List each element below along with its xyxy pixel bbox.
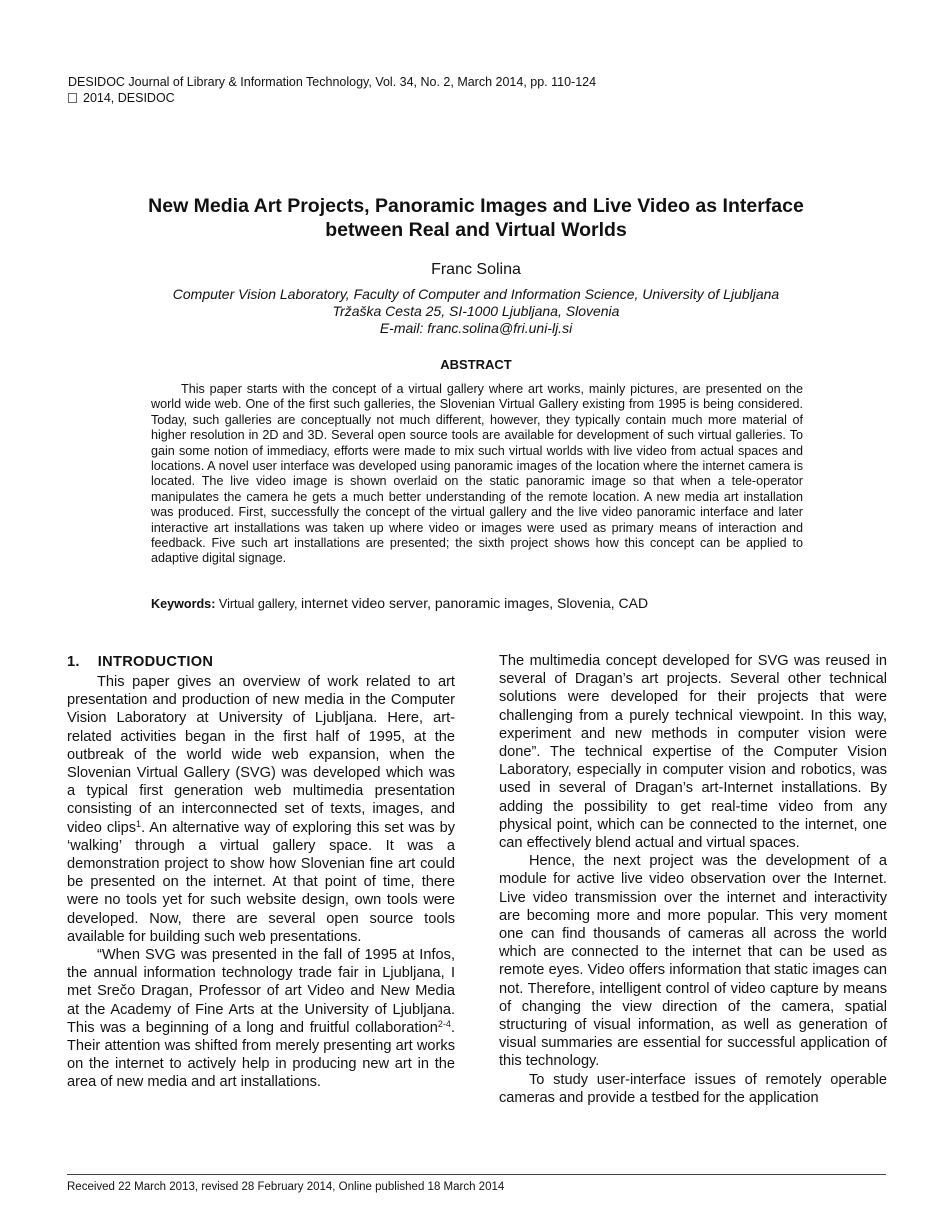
keywords bbox=[151, 595, 831, 612]
copyright-line bbox=[68, 90, 175, 106]
author-affiliation bbox=[60, 286, 892, 337]
section-heading bbox=[67, 652, 455, 672]
paragraph: To study user-interface issues of remotely operable cameras and provide a testbed for the application bbox=[499, 1071, 887, 1106]
paragraph: This paper gives an overview of work related to art presentation and production of new media in the Computer Vision Laboratory at University of Ljubljana. Here, art-related activities began in the first half of 1995, at the outbreak of the world wide web expansion, when the Slovenian Virtual Gallery (SVG) was developed which was a typical first generation web multimedia presentation consisting of an interconnected set of texts, images, and video clips$^1$. An alternative way of exploring this set was by ‘walking’ through a virtual gallery space. It was a demonstration project to show how Slovenian fine art could be presented on the internet. At that point of time, there were no tools yet for such website design, own tools were developed. Now, there are several open source tools available for building such web presentations. bbox=[67, 674, 455, 945]
citation-ref: 1 bbox=[136, 818, 142, 829]
footer-divider bbox=[67, 1174, 886, 1175]
abstract-text: This paper starts with the concept of a virtual gallery where art works, mainly pictures, are presented on the world wide web. One of the first such galleries, the Slovenian Virtual Gallery existing from 1995 is being considered. Today, such galleries are conceptually not much different, however, they typically contain much more material of higher resolution in 2D and 3D. Several open source tools are available for development of such virtual galleries. To gain some notion of immediacy, efforts were made to mix such virtual worlds with live video from actual spaces and locations. A novel user interface was developed using panoramic images of the location where the internet camera is located. The live video image is shown overlaid on the static panoramic image so that when a tele-operator manipulates the camera he gets a much better understanding of the remote location. A new media art installation was produced. First, successfully the concept of the virtual gallery and the live video panoramic interface and later interactive art installations was taken up where video or images were used as primary means of interaction and feedback. Five such art installations are presented; the sixth project shows how this concept can be applied to adaptive digital signage. bbox=[151, 382, 803, 566]
keywords-first: Virtual gallery, bbox=[218, 597, 298, 611]
paragraph: “When SVG was presented in the fall of 1995 at Infos, the annual information technology trade fair in Ljubljana, I met Srečo Dragan, Professor of art Video and New Media at the Academy of Fine Arts at the University of Ljubljana. This was a beginning of a long and fruitful collaboration$^{2-4}$. Their attention was shifted from merely presenting art works on the internet to actively help in producing new art in the area of new media and art installations. bbox=[67, 947, 455, 1091]
paper-title-line-2: between Real and Virtual Worlds bbox=[325, 219, 627, 241]
abstract-heading: ABSTRACT bbox=[440, 357, 512, 372]
received-dates: Received 22 March 2013, revised 28 February 2014, Online published 18 March 2014 bbox=[67, 1181, 505, 1193]
author-name: Franc Solina bbox=[431, 261, 521, 278]
section-number: 1. bbox=[67, 654, 80, 670]
copyright-text: 2014, DESIDOC bbox=[83, 91, 175, 105]
affiliation-line-2: Tržaška Cesta 25, SI-1000 Ljubljana, Slovenia bbox=[332, 303, 620, 319]
paper-title bbox=[60, 194, 892, 242]
copyright-icon bbox=[68, 93, 77, 103]
left-column bbox=[67, 652, 455, 1092]
keywords-label: Keywords: bbox=[151, 597, 216, 611]
journal-citation: DESIDOC Journal of Library & Information Technology, Vol. 34, No. 2, March 2014, pp. 110-124 bbox=[68, 75, 597, 89]
paragraph: Hence, the next project was the development of a module for active live video observation over the Internet. Live video transmission over the internet and interactivity are becoming more and more popular. This very moment one can find thousands of cameras all across the world which are connected to the internet that can be used as remote eyes. Video offers information that static images can not. Therefore, intelligent control of video capture by means of changing the view direction of the camera, spatial structuring of visual information, as well as generation of visual summaries are essential for successful application of this technology. bbox=[499, 853, 887, 1070]
citation-ref: 2-4 bbox=[437, 1018, 451, 1029]
author-email: E-mail: franc.solina@fri.uni-lj.si bbox=[379, 320, 573, 336]
affiliation-line-1: Computer Vision Laboratory, Faculty of Computer and Information Science, University of Ljubljana bbox=[172, 286, 780, 302]
section-title: INTRODUCTION bbox=[97, 654, 214, 670]
paragraph: The multimedia concept developed for SVG was reused in several of Dragan’s art projects. Several other technical solutions were developed for their projects that were challenging from a purely technical viewpoint. In this way, experiment and new methods in computer vision were done”. The technical expertise of the Computer Vision Laboratory, especially in computer vision and robotics, was used in several of Dragan’s art-Internet installations. By adding the possibility to get real-time video from any physical point, which can be connected to the internet, one can effectively blend actual and virtual spaces. bbox=[499, 653, 887, 852]
paper-title-line-1: New Media Art Projects, Panoramic Images and Live Video as Interface bbox=[148, 195, 804, 217]
keywords-rest: internet video server, panoramic images, Slovenia, CAD bbox=[301, 595, 649, 611]
right-column bbox=[499, 652, 887, 1107]
